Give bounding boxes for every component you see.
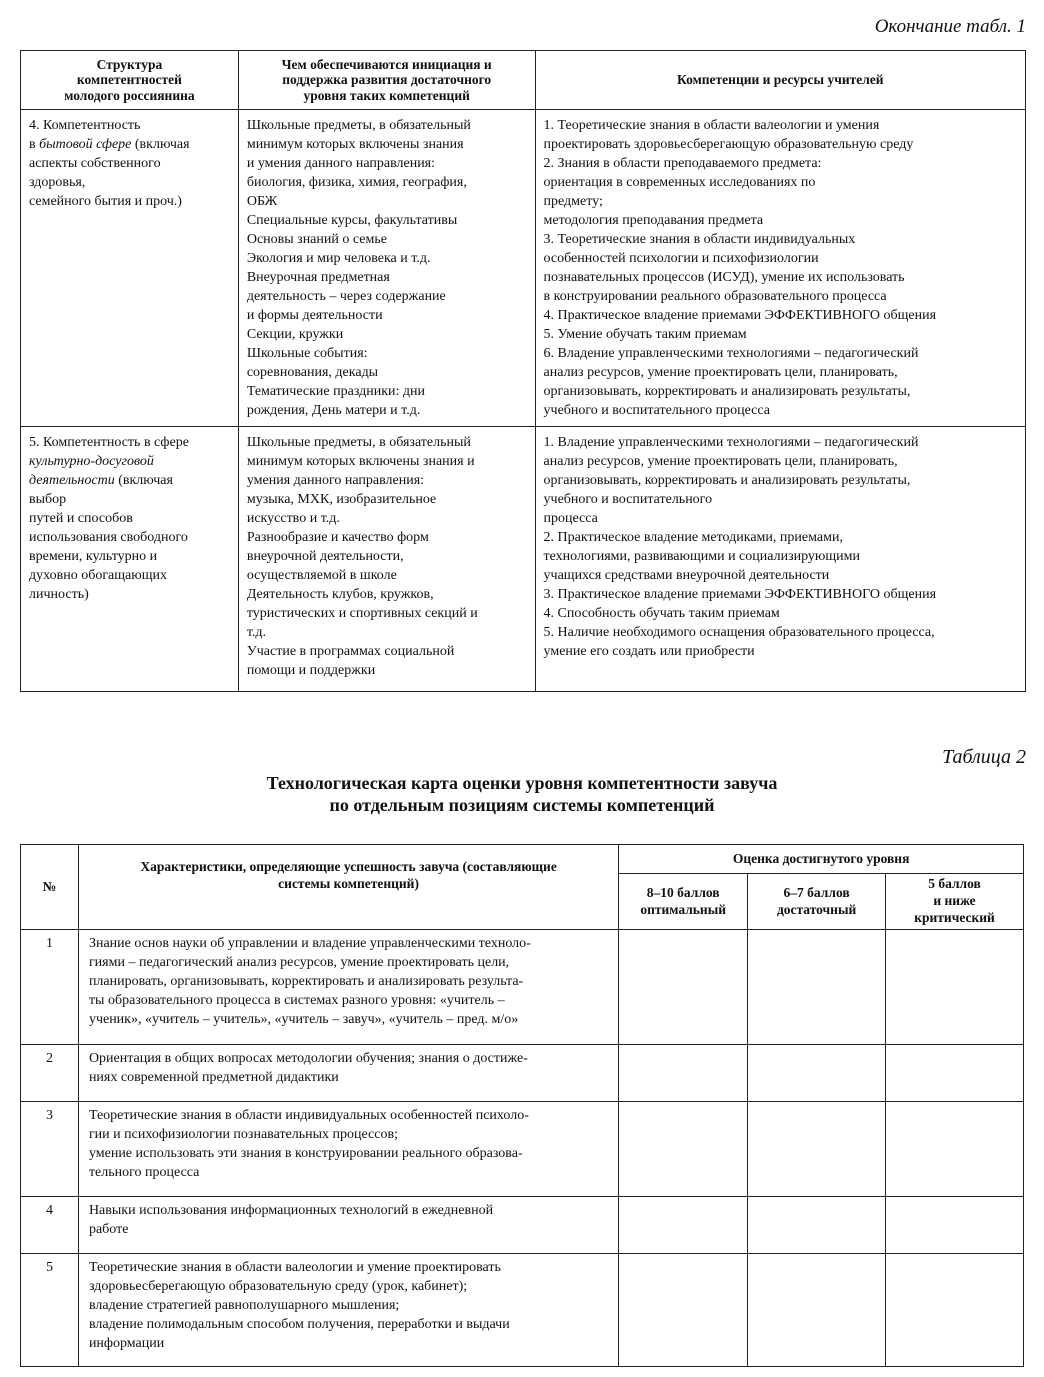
score-cell-critical[interactable] [886,1197,1024,1254]
row-characteristic [78,1254,618,1367]
text-line: умение использовать эти знания в конструировании реального образова- [88,1146,523,1161]
text-line: Компетенции и ресурсы учителей [676,72,884,88]
text-line: Теоретические знания в области валеологии и умение проектировать [88,1260,501,1275]
table2-title [0,772,1044,816]
text-line: критический [914,909,995,925]
cell-teacher-resources [535,427,1025,692]
text-line: Специальные курсы, факультативы [246,213,458,228]
text-line: 6–7 баллов [783,884,850,900]
text-line: учащихся средствами внеурочной деятельности [543,568,830,583]
evaluation-table [20,844,1024,1367]
text-line: т.д. [246,625,267,640]
header-level-critical [886,874,1024,930]
text-line: Деятельность клубов, кружков, [246,587,434,602]
text-line: деятельность – через содержание [246,289,446,304]
text-line: системы компетенций) [278,875,419,891]
text-line: в конструировании реального образовательного процесса [543,289,887,304]
table2-title-line: по отдельным позициям системы компетенций [329,795,715,815]
text-line: Ориентация в общих вопросах методологии обучения; знания о достиже- [88,1051,528,1066]
text-line: ты образовательного процесса в системах разного уровня: «учитель – [88,993,505,1008]
text-line: организовывать, корректировать и анализировать результаты, [543,384,911,399]
table-row [21,1254,1024,1367]
header-evaluation: Оценка достигнутого уровня [619,845,1024,874]
text-line: Знание основ науки об управлении и владение управленческими техноло- [88,936,531,951]
competence-table [20,50,1026,692]
text-line: выбор [29,492,67,507]
text-line: семейного бытия и проч.) [29,194,182,209]
text-line: в бытовой сфере (включая [29,137,190,152]
score-cell-sufficient[interactable] [748,930,886,1045]
header-structure [21,51,239,110]
score-cell-critical[interactable] [886,1045,1024,1102]
text-line: поддержка развития достаточного [282,72,492,88]
text-line: Навыки использования информационных технологий в ежедневной [88,1203,494,1218]
text-line: предмету; [543,194,603,209]
text-line: достаточный [776,901,857,917]
text-line: музыка, МХК, изобразительное [246,492,437,507]
text-line: туристических и спортивных секций и [246,606,478,621]
table-row [21,930,1024,1045]
text-line: Основы знаний о семье [246,232,387,247]
score-cell-sufficient[interactable] [748,1197,886,1254]
text-line: биология, физика, химия, география, [246,175,467,190]
row-number: 3 [21,1102,79,1197]
text-line: учебного и воспитательного процесса [543,403,770,418]
row-characteristic [78,1102,618,1197]
table-row [21,427,1026,692]
text-line: процесса [543,511,598,526]
text-line: планировать, организовывать, корректировать и анализировать результа- [88,974,524,989]
header-initiation [238,51,535,110]
score-cell-sufficient[interactable] [748,1045,886,1102]
table-row [21,1197,1024,1254]
text-line: Теоретические знания в области индивидуальных особенностей психоло- [88,1108,529,1123]
text-line: познавательных процессов (ИСУД), умение их использовать [543,270,905,285]
text-line: Характеристики, определяющие успешность завуча (составляющие [140,859,557,874]
text-line: искусство и т.д. [246,511,340,526]
text-line: помощи и поддержки [246,663,376,678]
score-cell-optimal[interactable] [619,1102,748,1197]
text-line: ниях современной предметной дидактики [88,1070,339,1085]
row-characteristic [78,1045,618,1102]
text-line: ОБЖ [246,194,278,209]
text-line: и умения данного направления: [246,156,436,171]
text-line: здоровьесберегающую образовательную среду (урок, кабинет); [88,1279,468,1294]
score-cell-sufficient[interactable] [748,1102,886,1197]
text-line: владение стратегией равнополушарного мышления; [88,1298,400,1313]
row-characteristic [78,930,618,1045]
text-line: 2. Практическое владение методиками, приемами, [543,530,843,545]
text-line: путей и способов [29,511,133,526]
table2-title-line: Технологическая карта оценки уровня компетентности завуча [266,773,778,793]
text-line: Структура [96,56,163,72]
text-line: тельного процесса [88,1165,200,1180]
text-line: деятельности (включая [29,473,173,488]
text-line: 4. Практическое владение приемами ЭФФЕКТИВНОГО общения [543,308,937,323]
text-line: проектировать здоровьесберегающую образовательную среду [543,137,914,152]
text-line: особенностей психологии и психофизиологии [543,251,819,266]
text-line: работе [88,1222,129,1237]
table-header-row [21,845,1024,874]
text-line: внеурочной деятельности, [246,549,404,564]
row-characteristic [78,1197,618,1254]
header-number: № [21,845,79,930]
table-header-row [21,51,1026,110]
row-number: 4 [21,1197,79,1254]
text-line: осуществляемой в школе [246,568,397,583]
table2-label: Таблица 2 [942,746,1026,768]
header-level-optimal [619,874,748,930]
continuation-label: Окончание табл. 1 [874,16,1026,37]
text-line: здоровья, [29,175,86,190]
text-line: 1. Владение управленческими технологиями – педагогический [543,435,919,450]
score-cell-critical[interactable] [886,930,1024,1045]
text-line: методология преподавания предмета [543,213,764,228]
table-row [21,1045,1024,1102]
text-line: компетентностей [76,72,182,88]
score-cell-optimal[interactable] [619,1045,748,1102]
text-line: ориентация в современных исследованиях по [543,175,816,190]
text-line: умения данного направления: [246,473,425,488]
cell-teacher-resources [535,110,1025,427]
text-line: 4. Способность обучать таким приемам [543,606,780,621]
text-line: духовно обогащающих [29,568,167,583]
text-line: Экология и мир человека и т.д. [246,251,431,266]
row-number: 2 [21,1045,79,1102]
score-cell-critical[interactable] [886,1254,1024,1367]
text-line: гии и психофизиологии познавательных процессов; [88,1127,399,1142]
table-row [21,110,1026,427]
row-number: 5 [21,1254,79,1367]
text-line: Секции, кружки [246,327,344,342]
text-line: 1. Теоретические знания в области валеологии и умения [543,118,880,133]
text-line: ученик», «учитель – учитель», «учитель – завуч», «учитель – пред. м/о» [88,1012,519,1027]
text-line: Тематические праздники: дни [246,384,425,399]
score-cell-sufficient[interactable] [748,1254,886,1367]
text-line: 5. Компетентность в сфере [29,435,189,450]
text-line: умение его создать или приобрести [543,644,755,659]
score-cell-optimal[interactable] [619,930,748,1045]
text-line: Участие в программах социальной [246,644,455,659]
text-line: и формы деятельности [246,308,383,323]
table-row [21,1102,1024,1197]
text-line: Внеурочная предметная [246,270,390,285]
text-line: 6. Владение управленческими технологиями – педагогический [543,346,919,361]
text-line: минимум которых включены знания и [246,454,475,469]
text-line: гиями – педагогический анализ ресурсов, умение проектировать цели, [88,955,510,970]
text-line: 5. Наличие необходимого оснащения образовательного процесса, [543,625,935,640]
text-line: соревнования, декады [246,365,379,380]
text-line: организовывать, корректировать и анализировать результаты, [543,473,911,488]
text-line: Школьные события: [246,346,368,361]
text-line: Школьные предметы, в обязательный [246,118,471,133]
text-line: 5 баллов [928,876,981,892]
text-line: анализ ресурсов, умение проектировать цели, планировать, [543,454,898,469]
text-line: 4. Компетентность [29,118,141,133]
text-line: уровня таких компетенций [303,87,470,103]
text-line: молодого россиянина [64,87,195,103]
cell-structure [21,110,239,427]
text-line: минимум которых включены знания [246,137,464,152]
text-line: 3. Теоретические знания в области индивидуальных [543,232,856,247]
cell-initiation [238,110,535,427]
score-cell-critical[interactable] [886,1102,1024,1197]
text-line: личность) [29,587,89,602]
text-line: 8–10 баллов [646,884,720,900]
text-line: аспекты собственного [29,156,161,171]
text-line: Разнообразие и качество форм [246,530,429,545]
row-number: 1 [21,930,79,1045]
text-line: 3. Практическое владение приемами ЭФФЕКТИВНОГО общения [543,587,937,602]
text-line: 5. Умение обучать таким приемам [543,327,747,342]
cell-structure [21,427,239,692]
text-line: технологиями, развивающими и социализирующими [543,549,860,564]
text-line: учебного и воспитательного [543,492,713,507]
text-line: анализ ресурсов, умение проектировать цели, планировать, [543,365,898,380]
header-level-sufficient [748,874,886,930]
text-line: культурно-досуговой [29,454,154,469]
text-line: и ниже [933,893,976,909]
text-line: оптимальный [640,901,727,917]
text-line: владение полимодальным способом получения, переработки и выдачи [88,1317,510,1332]
text-line: использования свободного [29,530,188,545]
header-characteristics [78,845,618,930]
text-line: Чем обеспечиваются инициация и [281,56,492,72]
text-line: 2. Знания в области преподаваемого предмета: [543,156,822,171]
text-line: рождения, День матери и т.д. [246,403,421,418]
text-line: информации [88,1336,165,1351]
text-line: Школьные предметы, в обязательный [246,435,471,450]
score-cell-optimal[interactable] [619,1197,748,1254]
score-cell-optimal[interactable] [619,1254,748,1367]
header-teacher-resources [535,51,1025,110]
text-line: времени, культурно и [29,549,158,564]
cell-initiation [238,427,535,692]
